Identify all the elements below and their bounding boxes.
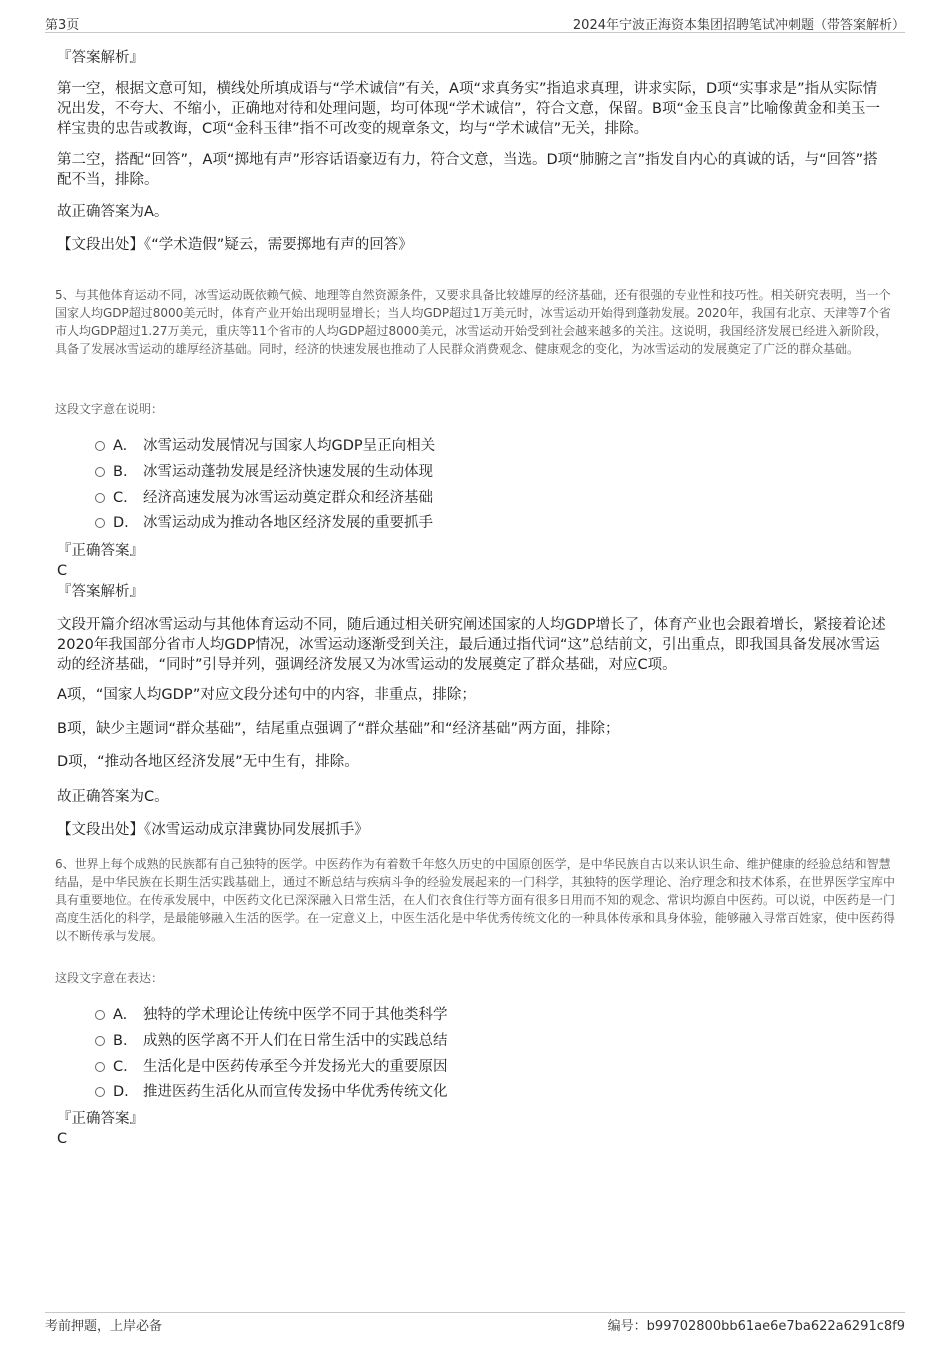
question-passage: 5、与其他体育运动不同，冰雪运动既依赖气候、地理等自然资源条件，又要求具备比较雄厚的经济基础，还有很强的专业性和技巧性。相关研究表明，当一个国家人均GDP超过8000美元时，体育产业开始出现明显增长；当人均GDP超过1万美元时，冰雪运动开始得到蓬勃发展。2020年，我国有北京、天津等7个省市人均GDP超过1.27万美元，重庆等11个省市的人均GDP超过8000美元，冰雪运动开始受到社会越来越多的关注。这说明，我国经济发展已经进入新阶段，具备了发展冰雪运动的雄厚经济基础。同时，经济的快速发展也推动了人民群众消费观念、健康观念的变化，为冰雪运动的发展奠定了广泛的群众基础。 bbox=[55, 288, 891, 356]
analysis-paragraph: 文段开篇介绍冰雪运动与其他体育运动不同，随后通过相关研究阐述国家的人均GDP增长了，体育产业也会跟着增长，紧接着论述2020年我国部分省市人均GDP情况，冰雪运动逐渐受到关注，最后通过指代词“这”总结前文，引出重点，即我国具备发展冰雪运动的经济基础，“同时”引导并列，强调经济发展又为冰雪运动的发展奠定了群众基础，对应C项。 bbox=[57, 617, 886, 673]
document-title: 2024年宁波正海资本集团招聘笔试冲刺题（带答案解析） bbox=[572, 18, 905, 33]
option-d[interactable]: D. 冰雪运动成为推动各地区经济发展的重要抓手 bbox=[95, 513, 433, 533]
radio-icon[interactable] bbox=[95, 467, 105, 477]
option-d[interactable]: D. 推进医药生活化从而宣传发扬中华优秀传统文化 bbox=[95, 1082, 448, 1102]
radio-icon[interactable] bbox=[95, 1062, 105, 1072]
radio-icon[interactable] bbox=[95, 1010, 105, 1020]
analysis-label: 『答案解析』 bbox=[57, 50, 144, 66]
analysis-paragraph: A项，“国家人均GDP”对应文段分述句中的内容，非重点，排除； bbox=[57, 687, 476, 703]
analysis-paragraph: 第二空，搭配“回答”，A项“掷地有声”形容话语豪迈有力，符合文意，当选。D项“肺腑之言”指发自内心的真诚的话，与“回答”搭配不当，排除。 bbox=[57, 152, 878, 188]
page-header bbox=[45, 14, 905, 33]
analysis-paragraph: D项，“推动各地区经济发展”无中生有，排除。 bbox=[57, 754, 359, 770]
radio-icon[interactable] bbox=[95, 441, 105, 451]
answer-label: 『正确答案』 bbox=[57, 1111, 144, 1127]
radio-icon[interactable] bbox=[95, 518, 105, 528]
option-c[interactable]: C. 经济高速发展为冰雪运动奠定群众和经济基础 bbox=[95, 488, 433, 508]
option-c[interactable]: C. 生活化是中医药传承至今并发扬光大的重要原因 bbox=[95, 1057, 448, 1077]
answer-value: C bbox=[57, 1131, 68, 1147]
source-citation: 【文段出处】《冰雪运动成京津冀协同发展抓手》 bbox=[57, 822, 369, 838]
analysis-conclusion: 故正确答案为A。 bbox=[57, 204, 169, 220]
page-footer bbox=[45, 1312, 905, 1334]
answer-label: 『正确答案』 bbox=[57, 543, 144, 559]
answer-value: C bbox=[57, 563, 68, 579]
document-id: 编号：b99702800bb61ae6e7ba622a6291c8f9 bbox=[607, 1319, 905, 1334]
analysis-conclusion: 故正确答案为C。 bbox=[57, 789, 169, 805]
option-a[interactable]: A. 独特的学术理论让传统中医学不同于其他类科学 bbox=[95, 1005, 448, 1025]
radio-icon[interactable] bbox=[95, 1087, 105, 1097]
option-a[interactable]: A. 冰雪运动发展情况与国家人均GDP呈正向相关 bbox=[95, 436, 435, 456]
analysis-paragraph: B项，缺少主题词“群众基础”，结尾重点强调了“群众基础”和“经济基础”两方面，排除； bbox=[57, 721, 620, 737]
radio-icon[interactable] bbox=[95, 493, 105, 503]
page-number: 第3页 bbox=[45, 18, 80, 33]
analysis-label: 『答案解析』 bbox=[57, 584, 144, 600]
question-prompt: 这段文字意在说明： bbox=[55, 402, 164, 416]
question-prompt: 这段文字意在表达： bbox=[55, 971, 164, 985]
option-b[interactable]: B. 成熟的医学离不开人们在日常生活中的实践总结 bbox=[95, 1031, 448, 1051]
question-passage: 6、世界上每个成熟的民族都有自己独特的医学。中医药作为有着数千年悠久历史的中国原创医学，是中华民族自古以来认识生命、维护健康的经验总结和智慧结晶，是中华民族在长期生活实践基础上，通过不断总结与疾病斗争的经验发展起来的一门科学，其独特的医学理论、治疗理念和技术体系，在世界医学宝库中具有重要地位。在传承发展中，中医药文化已深深融入日常生活，在人们衣食住行等方面有很多日用而不知的观念、常识均源自中医药。可以说，中医药是一门高度生活化的科学，是最能够融入生活的医学。在一定意义上，中医生活化是中华优秀传统文化的一种具体传承和具身体验，能够融入寻常百姓家，使中医药得以不断传承与发展。 bbox=[55, 857, 896, 943]
radio-icon[interactable] bbox=[95, 1036, 105, 1046]
analysis-paragraph: 第一空，根据文意可知，横线处所填成语与“学术诚信”有关，A项“求真务实”指追求真理，讲求实际，D项“实事求是”指从实际情况出发，不夸大、不缩小，正确地对待和处理问题，均可体现“学术诚信”，符合文意，保留。B项“金玉良言”比喻像黄金和美玉一样宝贵的忠告或教诲，C项“金科玉律”指不可改变的规章条文，均与“学术诚信”无关，排除。 bbox=[57, 81, 880, 137]
footer-slogan: 考前押题，上岸必备 bbox=[45, 1319, 163, 1334]
source-citation: 【文段出处】《“学术造假”疑云，需要掷地有声的回答》 bbox=[57, 237, 413, 253]
option-b[interactable]: B. 冰雪运动蓬勃发展是经济快速发展的生动体现 bbox=[95, 462, 433, 482]
